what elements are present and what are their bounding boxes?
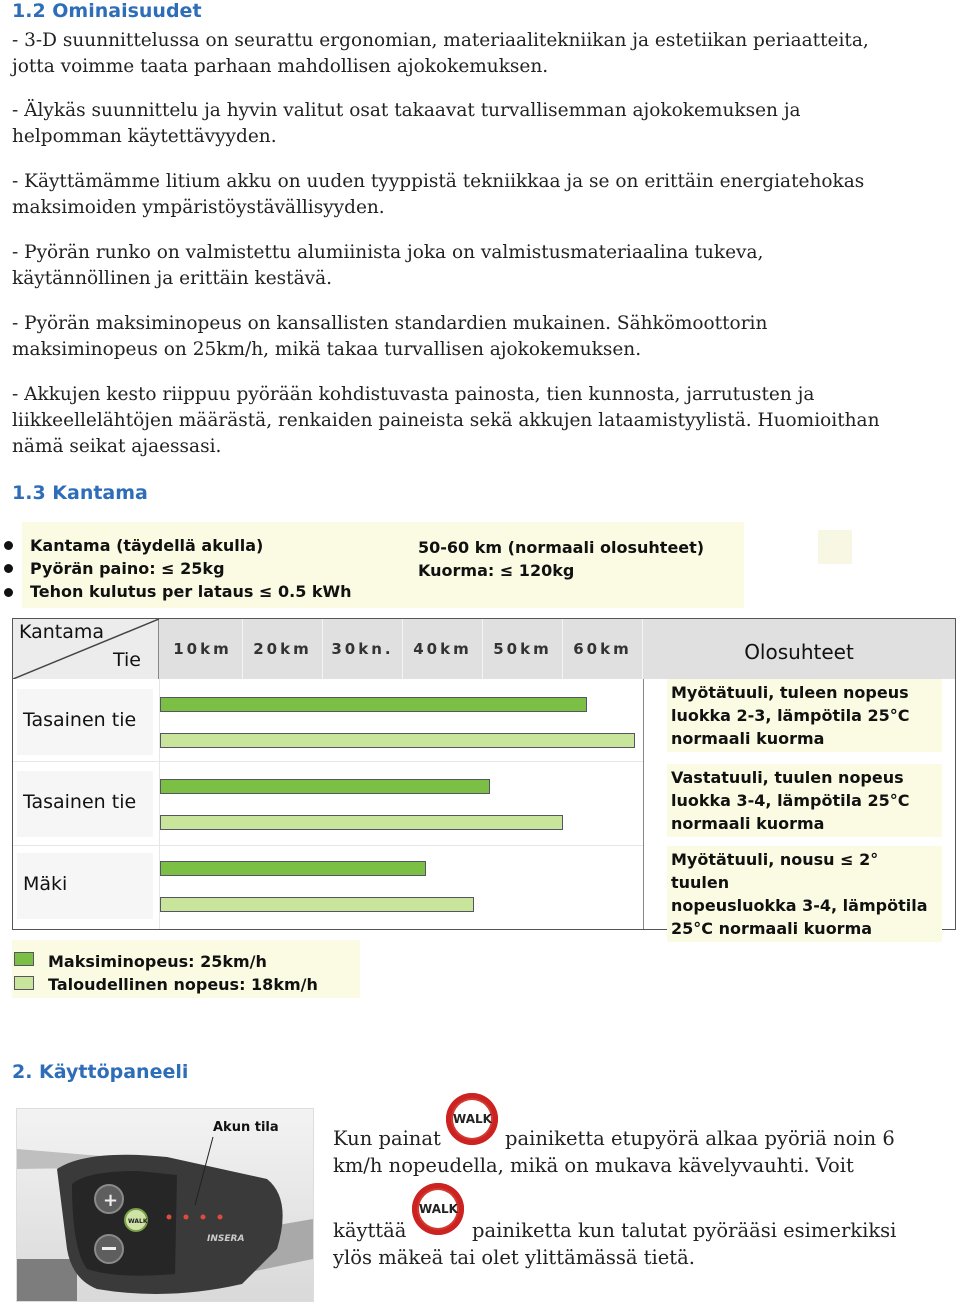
photo-brand: INSERA bbox=[207, 1234, 245, 1244]
walk-text: painiketta kun talutat pyörääsi esimerkiksi bbox=[472, 1219, 897, 1242]
legend-swatch-max bbox=[14, 952, 34, 966]
km-tick-label: 40km bbox=[403, 619, 483, 679]
text-line: - Pyörän maksiminopeus on kansallisten standardien mukainen. Sähkömoottorin bbox=[12, 313, 768, 334]
corner-label-range: Kantama bbox=[19, 621, 105, 643]
km-tick-label: 30kn. bbox=[323, 619, 403, 679]
text-line: maksimoiden ympäristöystävällisyyden. bbox=[12, 197, 385, 218]
condition-line: normaali kuorma bbox=[671, 729, 825, 748]
condition-line: normaali kuorma bbox=[671, 814, 825, 833]
text-line: - Pyörän runko on valmistettu alumiinista joka on valmistusmateriaalina tukeva, bbox=[12, 242, 764, 263]
bullet-icon bbox=[4, 588, 13, 597]
grid-line bbox=[159, 679, 160, 929]
spec-decoration bbox=[818, 530, 852, 564]
spec-consumption: Tehon kulutus per lataus ≤ 0.5 kWh bbox=[30, 582, 352, 601]
text-line: - Älykäs suunnittelu ja hyvin valitut osat takaavat turvallisemman ajokokemuksen ja bbox=[12, 100, 801, 121]
walk-button-icon bbox=[446, 1093, 498, 1145]
paragraph-frame bbox=[12, 240, 932, 292]
legend-swatch-eco bbox=[14, 976, 34, 990]
condition-line: Vastatuuli, tuulen nopeus bbox=[671, 768, 904, 787]
bar-eco-speed bbox=[160, 815, 563, 830]
walk-text: km/h nopeudella, mikä on mukava kävelyvauhti. Voit bbox=[333, 1154, 854, 1177]
condition-cell bbox=[667, 764, 942, 837]
km-tick-label: 60km bbox=[563, 619, 643, 679]
section-heading-ominaisuudet: 1.2 Ominaisuudet bbox=[12, 0, 202, 22]
row-label-flat-road: Tasainen tie bbox=[23, 709, 137, 731]
legend-label-max: Maksiminopeus: 25km/h bbox=[48, 952, 267, 971]
text-line: nämä seikat ajaessasi. bbox=[12, 436, 222, 457]
text-line: jotta voimme taata parhaan mahdollisen ajokokemuksen. bbox=[12, 56, 549, 77]
condition-cell bbox=[667, 679, 942, 752]
legend-label-eco: Taloudellinen nopeus: 18km/h bbox=[48, 975, 318, 994]
km-tick-label: 50km bbox=[483, 619, 563, 679]
condition-line: luokka 2-3, lämpötila 25°C bbox=[671, 706, 910, 725]
bar-max-speed bbox=[160, 861, 426, 876]
range-table bbox=[12, 618, 956, 938]
spec-range: Kantama (täydellä akulla) bbox=[30, 536, 264, 555]
text-line: - Käyttämämme litium akku on uuden tyyppistä tekniikkaa ja se on erittäin energiatehokas bbox=[12, 171, 865, 192]
walk-text: painiketta etupyörä alkaa pyöriä noin 6 bbox=[505, 1127, 895, 1150]
table-corner-cell bbox=[13, 619, 159, 679]
paragraph-smart-design bbox=[12, 98, 932, 150]
bar-max-speed bbox=[160, 697, 587, 712]
svg-text:+: + bbox=[103, 1190, 119, 1211]
condition-line: Myötätuuli, nousu ≤ 2° tuulen bbox=[671, 850, 879, 892]
conditions-header: Olosuhteet bbox=[744, 640, 854, 664]
spec-weight: Pyörän paino: ≤ 25kg bbox=[30, 559, 225, 578]
row-label-flat-road: Tasainen tie bbox=[23, 791, 137, 813]
paragraph-max-speed bbox=[12, 311, 932, 363]
text-line: helpomman käytettävyyden. bbox=[12, 126, 277, 147]
grid-line bbox=[13, 845, 643, 846]
walk-label: WALK bbox=[419, 1190, 457, 1228]
condition-cell bbox=[667, 846, 942, 942]
km-tick-label: 10km bbox=[163, 619, 243, 679]
paragraph-battery bbox=[12, 169, 932, 221]
walk-label: WALK bbox=[453, 1100, 491, 1138]
paragraph-design bbox=[12, 28, 932, 80]
grid-line bbox=[13, 761, 643, 762]
section-heading-kantama: 1.3 Kantama bbox=[12, 482, 148, 504]
grid-line bbox=[643, 679, 644, 929]
section-heading-kayttopaneeli: 2. Käyttöpaneeli bbox=[12, 1061, 189, 1083]
text-line: liikkeellelähtöjen määrästä, renkaiden paineista sekä akkujen lataamistyylistä. Huomioithan bbox=[12, 410, 880, 431]
condition-line: Myötätuuli, tuleen nopeus bbox=[671, 683, 909, 702]
paragraph-battery-life bbox=[12, 382, 932, 460]
spec-range-value: 50-60 km (normaali olosuhteet) bbox=[418, 538, 705, 557]
bullet-icon bbox=[4, 564, 13, 573]
text-line: käytännöllinen ja erittäin kestävä. bbox=[12, 268, 332, 289]
handlebar-control-illustration bbox=[17, 1109, 313, 1301]
control-panel-photo bbox=[16, 1108, 314, 1302]
walk-text: Kun painat bbox=[333, 1127, 441, 1150]
photo-caption: Akun tila bbox=[213, 1120, 279, 1135]
text-line: maksiminopeus on 25km/h, mikä takaa turvallisen ajokokemuksen. bbox=[12, 339, 642, 360]
spec-strip bbox=[0, 522, 960, 610]
text-line: - Akkujen kesto riippuu pyörään kohdistuvasta painosta, tien kunnosta, jarrutusten ja bbox=[12, 384, 815, 405]
corner-label-road: Tie bbox=[113, 649, 141, 671]
bar-eco-speed bbox=[160, 897, 474, 912]
chart-legend bbox=[12, 940, 360, 998]
km-tick-label: 20km bbox=[243, 619, 323, 679]
text-line: - 3-D suunnittelussa on seurattu ergonomian, materiaalitekniikan ja estetiikan periaatteita, bbox=[12, 30, 869, 51]
bar-eco-speed bbox=[160, 733, 635, 748]
bullet-icon bbox=[4, 541, 13, 550]
walk-button-icon bbox=[412, 1183, 464, 1235]
svg-text:WALK: WALK bbox=[128, 1218, 148, 1225]
condition-line: nopeusluokka 3-4, lämpötila bbox=[671, 896, 928, 915]
condition-line: 25°C normaali kuorma bbox=[671, 919, 873, 938]
walk-text: käyttää bbox=[333, 1219, 407, 1242]
condition-line: luokka 3-4, lämpötila 25°C bbox=[671, 791, 910, 810]
bar-max-speed bbox=[160, 779, 490, 794]
spec-load: Kuorma: ≤ 120kg bbox=[418, 561, 575, 580]
row-label-hill: Mäki bbox=[23, 873, 68, 895]
walk-text: ylös mäkeä tai olet ylittämässä tietä. bbox=[333, 1246, 695, 1269]
